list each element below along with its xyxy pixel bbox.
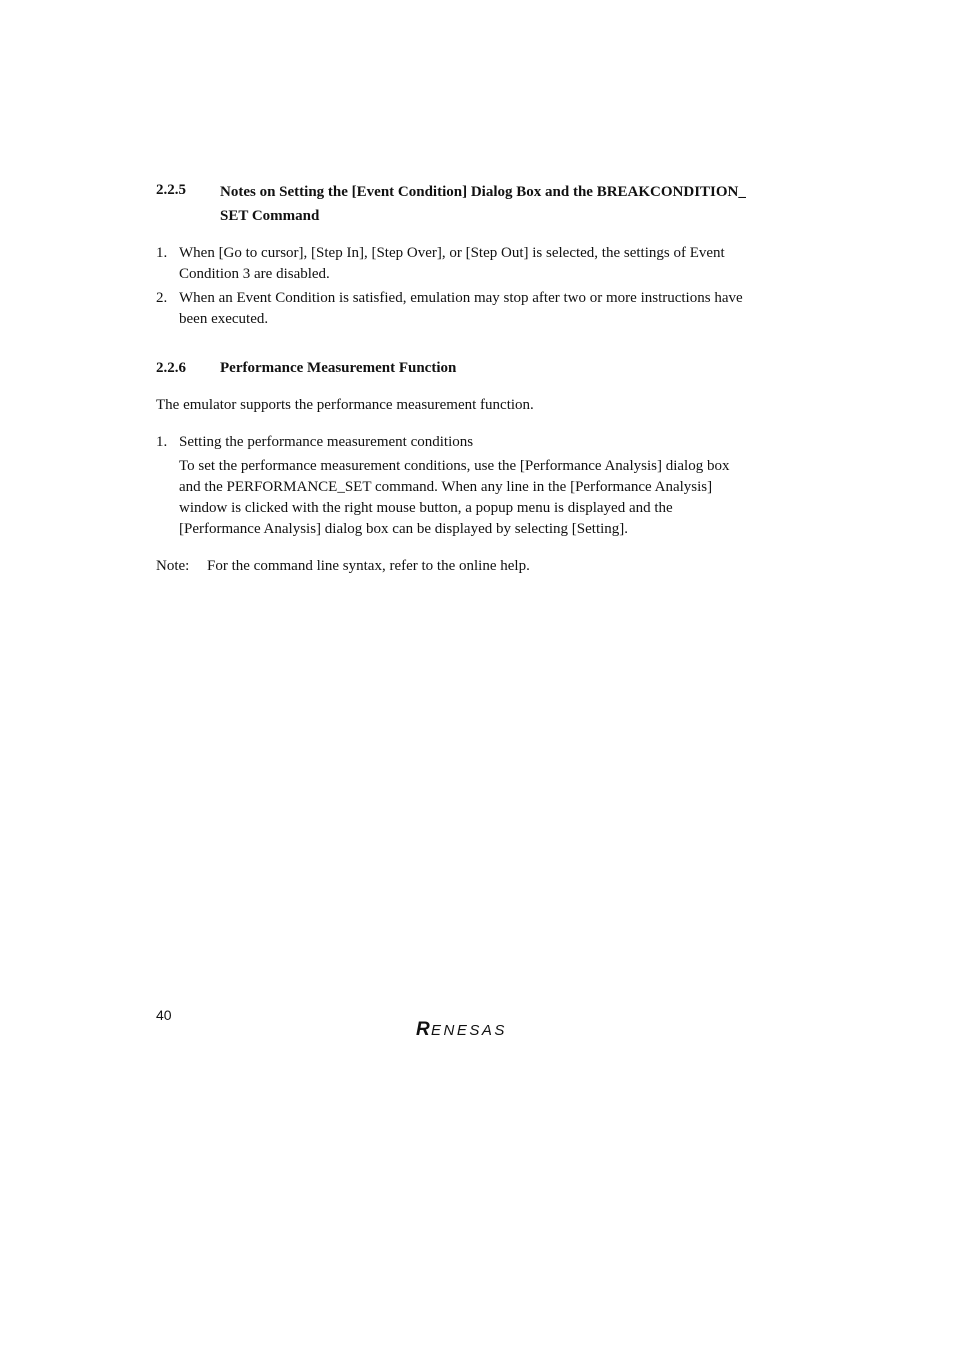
renesas-logo-icon: [414, 1016, 536, 1040]
section-title: Performance Measurement Function: [220, 360, 457, 376]
list-item-number: 1.: [156, 245, 168, 261]
numbered-list: [156, 432, 796, 540]
numbered-list: [156, 243, 796, 330]
list-item: [156, 243, 796, 285]
svg-text:ENESAS: ENESAS: [431, 1022, 507, 1039]
section-number: 2.2.5: [156, 182, 186, 198]
note-text: For the command line syntax, refer to the online help.: [207, 558, 530, 574]
list-item-line: window is clicked with the right mouse button, a popup menu is displayed and the: [179, 500, 673, 516]
list-item: [156, 432, 796, 540]
list-item-line: When an Event Condition is satisfied, emulation may stop after two or more instructions have: [179, 290, 743, 306]
note-label: Note:: [156, 558, 190, 574]
list-item-number: 1.: [156, 434, 168, 450]
list-item-line: and the PERFORMANCE_SET command. When any line in the [Performance Analysis]: [179, 479, 713, 495]
list-item-line: been executed.: [179, 311, 269, 327]
section-number: 2.2.6: [156, 360, 186, 376]
list-item-label: Setting the performance measurement conditions: [179, 434, 474, 450]
list-item-number: 2.: [156, 290, 168, 306]
list-item-line: When [Go to cursor], [Step In], [Step Over], or [Step Out] is selected, the settings of Event: [179, 245, 725, 261]
page-number: 40: [156, 1007, 172, 1023]
list-item-line: To set the performance measurement conditions, use the [Performance Analysis] dialog box: [179, 458, 730, 474]
section-title: [220, 180, 800, 228]
section-title-line: Notes on Setting the [Event Condition] Dialog Box and the BREAKCONDITION_: [220, 184, 746, 200]
list-item-line: Condition 3 are disabled.: [179, 266, 330, 282]
svg-text:R: R: [416, 1019, 431, 1040]
section-title-line: SET Command: [220, 208, 320, 224]
list-item-line: [Performance Analysis] dialog box can be displayed by selecting [Setting].: [179, 521, 629, 537]
list-item-paragraph: [179, 456, 796, 540]
intro-paragraph: The emulator supports the performance measurement function.: [156, 397, 534, 413]
list-item: [156, 288, 796, 330]
